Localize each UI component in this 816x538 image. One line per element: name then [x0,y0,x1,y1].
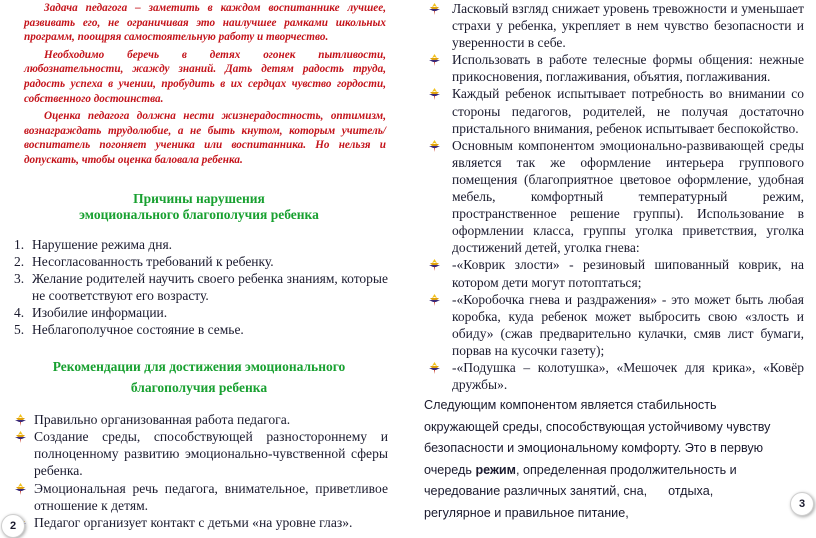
recommendations-list [10,411,388,532]
list-item: -«Подушка – колотушка», «Мешочек для крика», «Ковёр дружбы». [424,359,804,393]
stability-paragraph: Следующим компонентом является стабильность окружающей среды, способствующая устойчивому чувству безопасности и эмоциональному комфорту. Это в первую очередь режим, определенная продолжительность и чередование различных занятий, сна, отдыха, регулярное и правильное питание, [424,398,771,520]
list-item: Ласковый взгляд снижает уровень тревожности и уменьшает страхи у ребенка, укрепляет в нем чувство безопасности и уверенности в себе. [424,0,804,51]
list-item: 1. Нарушение режима дня. [14,236,173,252]
list-item: -«Коробочка гнева и раздражения» - это может быть любая коробка, куда ребенок может выбросить свою «злость и обиду» (сжав предварительно кулачки, смяв лист бумаги, порвав на кусочки газету); [424,291,804,359]
red-paragraph: Необходимо беречь в детях огонек пытливости, любознательности, жажду знаний. Дать детям радость труда, радость успеха в учении, пробудить в их сердцах чувство гордости, собственного достоинства. [24,48,386,105]
pushpin-icon [14,431,27,443]
emotional-environment-list [424,0,804,393]
pushpin-icon [428,259,441,271]
pushpin-icon [428,294,441,306]
list-item: 4. Изобилие информации. [14,304,168,320]
list-item: Основным компонентом эмоционально-развивающей среды является так же оформление интерьера группового помещения (благоприятное цветовое оформление, удобная мебель, комфортный температурный режим, пространственное решение группы). Использование в оформлении класса, группы уголка приветствия, уголка достижений детей, уголка гнева: [424,137,804,257]
page-number-right: 3 [790,492,814,516]
list-item: Правильно организованная работа педагога. [10,411,388,428]
pushpin-icon [428,88,441,100]
list-item: Использовать в работе телесные формы общения: нежные прикосновения, поглаживания, объятия, поглаживания. [424,51,804,85]
pushpin-icon [428,54,441,66]
pushpin-icon [14,483,27,495]
list-item: 5. Неблагополучное состояние в семье. [14,321,244,337]
recommendations-heading: Рекомендации для достижения эмоционального благополучия ребенка [52,358,346,395]
list-item: Каждый ребенок испытывает потребность во внимании со стороны педагогов, родителей, не получая достаточно пристального внимания, ребенок испытывает беспокойство. [424,85,804,136]
right-page [424,0,804,524]
list-item: Эмоциональная речь педагога, внимательное, приветливое отношение к детям. [10,480,388,515]
list-item: 3. Желание родителей научить своего ребенка знаниям, которые не соответствуют его возрасту. [14,270,388,303]
pushpin-icon [14,414,27,426]
list-item: Создание среды, способствующей разностороннему и полноценному развитию эмоционально-чувственной сферы ребенка. [10,428,388,480]
causes-list [10,236,388,338]
pushpin-icon [428,362,441,374]
pushpin-icon [428,140,441,152]
left-page [10,0,388,532]
page-number-left: 2 [1,514,25,538]
red-paragraph: Оценка педагога должна нести жизнерадостность, оптимизм, вознаграждать трудолюбие, а не быть кнутом, которым учитель/воспитатель погоняет ученика или воспитанника. Но нельзя и допускать, чтобы оценка баловала ребенка. [24,110,386,166]
pushpin-icon [428,3,441,15]
red-paragraph: Задача педагога – заметить в каждом воспитаннике лучшее, развивать его, не ограничивая это наилучшее рамками школьных программ, поощряя самостоятельную работу и творчество. [24,2,386,44]
list-item: 2. Несогласованность требований к ребенку. [14,253,274,269]
causes-heading: Причины нарушения эмоционального благополучия ребенка [79,190,319,222]
list-item: Педагог организует контакт с детьми «на уровне глаз». [10,514,388,531]
teacher-task-block [10,0,388,168]
list-item: -«Коврик злости» - резиновый шипованный коврик, на котором дети могут потоптаться; [424,256,804,290]
